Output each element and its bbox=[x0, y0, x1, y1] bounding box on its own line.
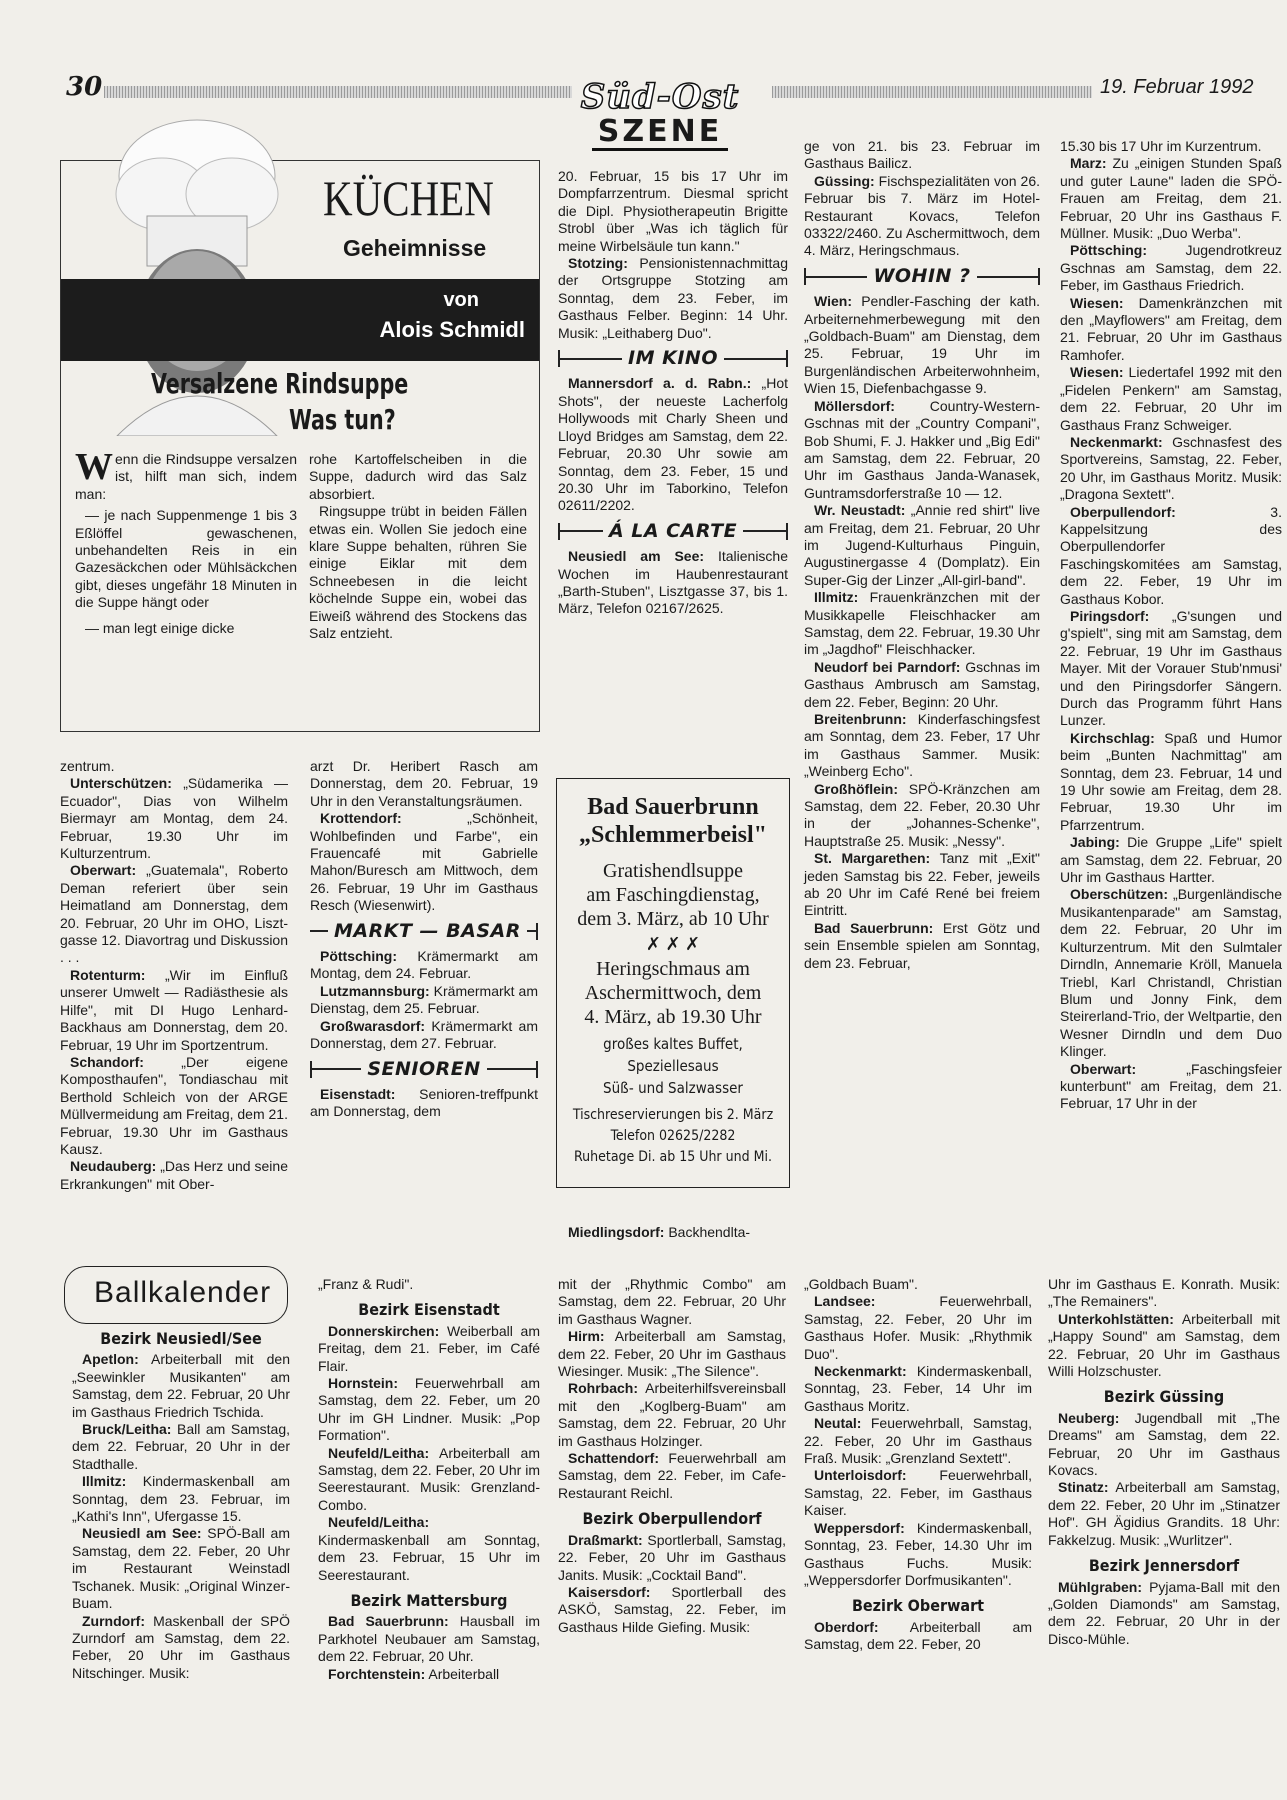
entry-text: „Goldbach Buam". bbox=[804, 1276, 918, 1292]
entry-place: Unterloisdorf: bbox=[814, 1467, 907, 1484]
entry-text: „Faschingsfeier kunterbunt" am Freitag, dem 21. Februar, 17 Uhr in der bbox=[1060, 1060, 1282, 1112]
section-label: WOHIN ? bbox=[873, 264, 971, 287]
entry-place: Weppersdorf: bbox=[814, 1519, 905, 1536]
entry-text: Pyjama-Ball mit den „Golden Diamonds" am Samstag, dem 22. Februar, 20 Uhr in der Disco-Mühle. bbox=[1048, 1578, 1280, 1647]
entry-text: Frauenkränzchen mit der Musikkapelle Fleischhacker am Samstag, dem 22. Februar, 19.30 Uhr im „Jagdhof" Fleischhacker. bbox=[804, 589, 1040, 658]
entry-place: Bad Sauerbrunn: bbox=[814, 919, 934, 936]
entry-text: Arbeiterball mit den „Seewinkler Musikanten" am Samstag, dem 22. Februar, 20 Uhr im Gasthaus Friedrich Tschida. bbox=[72, 1351, 290, 1420]
ad-schlemmerbeisl bbox=[556, 778, 790, 1188]
rule bbox=[487, 1068, 536, 1070]
ad-line: Telefon 02625/2282 bbox=[610, 1128, 736, 1144]
entry-text: Italienische Wochen im Haubenrestaurant „Barth-Stuben", Lisztgasse 37, bis 1. März, Telefon 02167/2625. bbox=[558, 548, 789, 617]
entry-text: Country-Western-Gschnas mit der „Country Compani", Bob Shumi, F. J. Hakker und „Big Edi" am Samstag, dem 22. Februar, 20 Uhr im Gasthaus Janda-Wanasek, Guntramsdorferstraße 10 — 12. bbox=[804, 397, 1040, 501]
entry-place: Schattendorf: bbox=[568, 1450, 659, 1467]
ad-line: Süß- und Salzwasser bbox=[603, 1079, 743, 1097]
author-by: von bbox=[443, 289, 479, 311]
entry bbox=[1048, 1311, 1280, 1381]
entry-text: Arbeiterball am Samstag, dem 22. Feber, 20 Uhr im „Stinatzer Hof". GH Ägidius Grandits. 18 Uhr: Fakkelzug. Musik: „Wurlitzer". bbox=[1048, 1479, 1280, 1548]
entry-text: Gschnasfest des Sportvereins, Samstag, 22. Feber, 20 Uhr, im Gasthaus Moritz. Musik: „Dragona Sextett". bbox=[1060, 433, 1282, 503]
entry-place: Illmitz: bbox=[82, 1473, 127, 1490]
entry-place: Mühlgraben: bbox=[1058, 1578, 1142, 1595]
entry-text: Sportlerball des ASKÖ, Samstag, 22. Feber, im Gasthaus Hilde Giefing. Musik: bbox=[558, 1583, 786, 1635]
entry-text: 3. Kappelsitzung des Oberpullendorfer Faschingskomitées am Samstag, dem 22. Feber, 19 Uhr im Gasthaus Kobor. bbox=[1060, 503, 1282, 607]
entry-text: „Südamerika — Ecuador", Dias von Wilhelm Biermayr am Montag, dem 24. Februar, 19.30 Uhr im Kulturzentrum. bbox=[60, 775, 288, 862]
feature-text-left bbox=[75, 446, 297, 637]
column-2 bbox=[310, 758, 538, 1121]
entry-place: Bad Sauerbrunn: bbox=[328, 1613, 449, 1630]
page-number: 30 bbox=[66, 72, 103, 102]
column-3 bbox=[558, 168, 788, 618]
entry bbox=[804, 781, 1040, 851]
entry-place: Marz: bbox=[1070, 155, 1107, 172]
entry-place: Wr. Neustadt: bbox=[814, 502, 906, 519]
entry bbox=[60, 775, 288, 862]
feature-paragraph: — man legt einige dicke bbox=[85, 619, 235, 636]
entry bbox=[558, 1224, 788, 1241]
entry-place: Neudauberg: bbox=[70, 1158, 157, 1175]
ad-stars: ✗ ✗ ✗ bbox=[645, 934, 701, 954]
header-rule-right bbox=[772, 86, 1092, 98]
entry bbox=[558, 1380, 786, 1450]
entry-text: Liedertafel 1992 mit den „Fidelen Penkern" am Samstag, dem 22. Februar, 20 Uhr im Gasthaus Franz Schweiger. bbox=[1060, 364, 1282, 433]
entry-place: Landsee: bbox=[814, 1293, 876, 1310]
entry-place: Forchtenstein: bbox=[328, 1665, 426, 1682]
entry-place: Hornstein: bbox=[328, 1375, 398, 1392]
entry-place: Miedlingsdorf: bbox=[568, 1224, 665, 1240]
entry bbox=[1060, 364, 1282, 434]
entry bbox=[804, 850, 1040, 920]
district-heading: Bezirk Jennersdorf bbox=[1088, 1556, 1240, 1576]
entry-text: Gschnas im Gasthaus Ambrusch am Samstag, dem 22. Feber, Beginn: 20 Uhr. bbox=[804, 658, 1040, 710]
entry bbox=[1060, 730, 1282, 834]
entry-place: Mannersdorf a. d. Rabn.: bbox=[568, 375, 752, 392]
entry bbox=[310, 1086, 538, 1121]
entry-place: Neudorf bei Parndorf: bbox=[814, 658, 961, 675]
entry bbox=[804, 1520, 1032, 1590]
entry-text: Zu „einigen Stunden Spaß und guter Laune" laden die SPÖ-Frauen am Freitag, dem 21. Februar, 20 Uhr ins Gasthaus F. Müllner. Musik: „Duo Werba". bbox=[1060, 155, 1282, 242]
entry-place: Neufeld/Leitha: bbox=[328, 1444, 430, 1461]
entry bbox=[804, 502, 1040, 589]
entry-text: Damenkränzchen mit den „Mayflowers" am Freitag, dem 21. Februar, 20 Uhr im Gasthaus Ramhofer. bbox=[1060, 294, 1282, 363]
entry bbox=[804, 589, 1040, 659]
ad-line: Aschermittwoch, dem bbox=[584, 982, 762, 1004]
entry-text: „Annie red shirt" live am Freitag, dem 21. Februar, 20 Uhr im Jugend-Kulturhaus Pinguin, Augustinergasse 4 (Domplatz). Ein Super-Gig der Linzer „All-girl-band". bbox=[804, 502, 1041, 588]
entry bbox=[1060, 834, 1282, 886]
entry-place: Eisenstadt: bbox=[320, 1085, 396, 1102]
section-label: Á LA CARTE bbox=[608, 519, 738, 542]
entry-place: Neckenmarkt: bbox=[1070, 433, 1163, 450]
entry-place: Krottendorf: bbox=[320, 810, 402, 827]
entry bbox=[558, 1450, 786, 1502]
entry bbox=[1048, 1276, 1280, 1311]
entry-place: Möllersdorf: bbox=[814, 397, 895, 414]
entry bbox=[72, 1613, 290, 1683]
feature-paragraph: rohe Kartoffelscheiben in die Suppe, dadurch wird das Salz absorbiert. bbox=[309, 451, 527, 502]
entry bbox=[318, 1375, 540, 1445]
headline-2: Was tun? bbox=[289, 403, 396, 436]
feature-title-geheimnisse: Geheimnisse bbox=[343, 235, 487, 261]
ballkalender-title: Ballkalender bbox=[88, 1276, 277, 1310]
entry-text: Tanz mit „Exit" jeden Samstag bis 22. Feber, jeweils ab 20 Uhr im Café René bei freiem Eintritt. bbox=[804, 850, 1041, 919]
entry bbox=[1048, 1579, 1280, 1649]
entry-place: Stotzing: bbox=[568, 255, 628, 272]
entry-place: Schandorf: bbox=[70, 1053, 144, 1070]
entry bbox=[72, 1421, 290, 1473]
entry bbox=[558, 548, 788, 618]
feature-paragraph: enn die Rindsuppe versalzen ist, hilft man sich, indem man: bbox=[75, 451, 297, 502]
entry-place: Neckenmarkt: bbox=[814, 1363, 907, 1380]
entry-text: „Schönheit, Wohlbefinden und Farbe", ein Frauencafé mit Gabrielle Mahon/Buresch am Mittwoch, dem 26. Februar, 19 Uhr im Gasthaus Resch (Wiesenwirt). bbox=[310, 810, 538, 914]
district-heading: Bezirk Eisenstadt bbox=[358, 1300, 500, 1320]
entry-text: „Hot Shots", der neueste Lacherfolg Hollywoods mit Charly Sheen und Lloyd Bridges am Samstag, dem 22. Februar, 20.30 Uhr sowie am Sonntag, dem 23. Feber, 15 und 20.30 Uhr im Taborkino, Telefon 02611/2202. bbox=[558, 375, 789, 514]
entry-text: Fischspezialitäten von 26. Februar bis 7. März im Hotel-Restaurant Kovacs, Telefon 03322/2460. Zu Aschermittwoch, dem 4. März, Heringschmaus. bbox=[804, 172, 1040, 259]
entry bbox=[318, 1323, 540, 1375]
entry-text: SPÖ-Kränzchen am Samstag, dem 22. Feber, 20.30 Uhr in der „Johannes-Schenke", Hauptstraße 25. Musik: „Nessy". bbox=[804, 780, 1040, 849]
entry-place: Jabing: bbox=[1070, 834, 1120, 851]
entry-text: Arbeiterball bbox=[425, 1665, 500, 1682]
entry-place: Oberwart: bbox=[70, 862, 137, 879]
entry-place: Neuberg: bbox=[1058, 1409, 1120, 1426]
entry-text: Arbeiterball am Samstag, dem 22. Feber, 20 Uhr im Gasthaus Wiesinger. Musik: „The Silence". bbox=[558, 1328, 786, 1380]
entry-text: Pendler-Fasching der kath. Arbeiternehmerbewegung mit den „Goldbach-Buam" am Dienstag, dem 25. Februar, 19 Uhr im Burgenländischen Arbeiterwohnheim, Wien 15, Diefenbachgasse 9. bbox=[804, 293, 1040, 397]
section-label: MARKT — BASAR bbox=[334, 919, 521, 942]
entry-place: Neusiedl am See: bbox=[568, 548, 705, 565]
entry bbox=[310, 758, 538, 810]
entry bbox=[310, 810, 538, 914]
rule bbox=[724, 358, 786, 360]
entry-place: Lutzmannsburg: bbox=[320, 982, 430, 999]
entry bbox=[804, 398, 1040, 502]
entry-text: Arbeiterball mit „Happy Sound" am Samstag, dem 22. Februar, 20 Uhr im Gasthaus Willi Holzschuster. bbox=[1048, 1310, 1280, 1380]
ad-line: Gratishendlsuppe bbox=[603, 860, 743, 882]
entry bbox=[1060, 295, 1282, 365]
entry bbox=[60, 1158, 288, 1193]
ball-column-1 bbox=[72, 1330, 290, 1682]
entry bbox=[318, 1666, 540, 1683]
entry-place: Kaisersdorf: bbox=[568, 1583, 651, 1600]
entry-text: Krämermarkt am Donnerstag, dem 27. Februar. bbox=[310, 1017, 538, 1052]
entry bbox=[72, 1525, 290, 1612]
entry-text: Hausball im Parkhotel Neubauer am Samstag, dem 22. Februar, 20 Uhr. bbox=[318, 1613, 540, 1665]
entry-place: Zurndorf: bbox=[82, 1612, 145, 1629]
entry bbox=[804, 1363, 1032, 1415]
section-head-markt bbox=[310, 919, 538, 942]
entry-place: Piringsdorf: bbox=[1070, 607, 1150, 624]
feature-box bbox=[60, 160, 540, 732]
entry bbox=[558, 1532, 786, 1584]
entry-place: Neutal: bbox=[814, 1415, 862, 1432]
ad-title-1: Bad Sauerbrunn bbox=[587, 794, 759, 820]
entry-place: Oberschützen: bbox=[1070, 886, 1169, 903]
entry bbox=[1060, 1061, 1282, 1113]
section-head-kino bbox=[558, 347, 788, 370]
entry-place: Wiesen: bbox=[1070, 294, 1124, 311]
entry-text: Arbeiterhilfsvereinsball mit den „Koglberg-Buam" am Samstag, dem 22. Februar, 20 Uhr im Gasthaus Holzinger. bbox=[558, 1380, 786, 1449]
entry-text: Feuerwehrball, Samstag, 22. Feber, im Gasthaus Kaiser. bbox=[804, 1467, 1032, 1519]
entry-place: Großhöflein: bbox=[814, 780, 898, 797]
entry-place: Breitenbrunn: bbox=[814, 711, 907, 727]
entry-text: Kindermaskenball, Sonntag, 23. Feber, 14 Uhr im Gasthaus Moritz. bbox=[804, 1363, 1032, 1414]
entry-text: SPÖ-Ball am Samstag, dem 22. Feber, 20 Uhr im Restaurant Weinstadl Tschanek. Musik: „Original Winzer-Buam. bbox=[72, 1525, 290, 1612]
entry-place: Bruck/Leitha: bbox=[82, 1421, 172, 1438]
entry-place: Pöttsching: bbox=[1070, 242, 1147, 259]
entry-text: arzt Dr. Heribert Rasch am Donnerstag, dem 20. Februar, 19 Uhr in den Veranstaltungsräumen. bbox=[310, 758, 538, 809]
entry-text: zentrum. bbox=[60, 758, 115, 774]
entry bbox=[804, 1619, 1032, 1654]
district-heading: Bezirk Oberpullendorf bbox=[582, 1509, 762, 1529]
ad-line: 4. März, ab 19.30 Uhr bbox=[584, 1006, 762, 1028]
issue-date: 19. Februar 1992 bbox=[1100, 76, 1254, 98]
rule bbox=[806, 276, 867, 278]
entry-text: Kindermaskenball am Sonntag, dem 23. Februar, 15 Uhr im Seerestaurant. bbox=[318, 1531, 540, 1583]
logo-script: Süd-Ost bbox=[580, 77, 740, 117]
rule bbox=[312, 1068, 361, 1070]
entry-text: 20. Februar, 15 bis 17 Uhr im Dompfarrzentrum. Diesmal spricht die Dipl. Physiotherapeutin Brigitte Strobl über „Was ich täglich für meine Wirbelsäule tun kann." bbox=[558, 168, 788, 254]
entry-place: Wiesen: bbox=[1070, 364, 1124, 381]
ad-line: Heringschmaus am bbox=[596, 958, 750, 980]
entry bbox=[60, 862, 288, 966]
entry-text: Erst Götz und sein Ensemble spielen am Sonntag, dem 23. Februar, bbox=[804, 919, 1040, 971]
entry bbox=[804, 173, 1040, 260]
entry bbox=[60, 967, 288, 1054]
entry-text: „G'sungen und g'spielt", sing mit am Samstag, dem 22. Februar, 19 Uhr im Gasthaus Mayer. Mit der Vorauer Stub'nmusi' und den Piringsdorfer Sängern. Durch das Programm führt Hans Lunzer. bbox=[1060, 607, 1282, 729]
entry bbox=[318, 1514, 540, 1584]
entry bbox=[1060, 138, 1282, 155]
feature-title-kuechen: KÜCHEN bbox=[323, 170, 494, 226]
rule bbox=[743, 530, 786, 532]
entry-text: Pensionistennachmittag der Ortsgruppe Stotzing am Sonntag, dem 23. Feber, im Gasthaus Felber. Beginn: 14 Uhr. Musik: „Leithaberg Duo". bbox=[558, 255, 788, 341]
entry-text: 15.30 bis 17 Uhr im Kurzentrum. bbox=[1060, 138, 1262, 154]
entry-text: Jugendrotkreuz Gschnas am Samstag, dem 22. Feber, im Gasthaus Friedrich. bbox=[1060, 242, 1282, 294]
column-1 bbox=[60, 758, 288, 1193]
entry-text: Uhr im Gasthaus E. Konrath. Musik: „The Remainers". bbox=[1048, 1276, 1280, 1310]
entry bbox=[804, 138, 1040, 173]
district-heading: Bezirk Oberwart bbox=[851, 1596, 985, 1616]
entry-text: „Wir im Einfluß unserer Umwelt — Radiästhesie als Hilfe", mit DI Hugo Lenhard-Backhaus am Donnerstag, dem 20. Februar, 19 Uhr im Sportzentrum. bbox=[60, 966, 288, 1053]
entry bbox=[558, 1328, 786, 1380]
rule bbox=[527, 930, 536, 932]
dropcap: W bbox=[75, 446, 113, 488]
entry-text: Feuerwehrball am Samstag, dem 22. Feber, im Cafe-Restaurant Reichl. bbox=[558, 1450, 786, 1501]
entry-place: Neusiedl am See: bbox=[82, 1525, 202, 1542]
entry bbox=[804, 711, 1040, 781]
entry-text: Arbeiterball am Samstag, dem 22. Feber, 20 bbox=[804, 1618, 1032, 1653]
entry-text: Maskenball der SPÖ Zurndorf am Samstag, dem 22. Feber, 20 Uhr im Gasthaus Nitschinger. Musik: bbox=[72, 1612, 290, 1681]
entry-text: Backhendlta- bbox=[664, 1224, 751, 1240]
ball-entry: „Franz & Rudi". bbox=[318, 1276, 414, 1292]
entry-place: Güssing: bbox=[814, 172, 875, 189]
entry bbox=[558, 375, 788, 514]
entry bbox=[318, 1613, 540, 1665]
column-3-bottom bbox=[558, 1224, 788, 1241]
entry bbox=[1060, 434, 1282, 504]
rule bbox=[310, 930, 328, 932]
district-heading: Bezirk Mattersburg bbox=[350, 1590, 508, 1610]
entry-text: Sportlerball, Samstag, 22. Feber, 20 Uhr im Gasthaus Janits. Musik: „Cocktail Band". bbox=[558, 1531, 786, 1583]
entry-place: Illmitz: bbox=[814, 589, 859, 606]
entry-place: Oberdorf: bbox=[814, 1618, 879, 1635]
entry-text: Arbeiterball am Samstag, dem 22. Feber, 20 Uhr im Seerestaurant. Musik: Grenzland-Combo. bbox=[318, 1444, 540, 1513]
entry-text: Ball am Samstag, dem 22. Februar, 20 Uhr in der Stadthalle. bbox=[72, 1421, 290, 1472]
entry-text: Weiberball am Freitag, dem 21. Feber, im Café Flair. bbox=[318, 1322, 540, 1374]
entry bbox=[72, 1473, 290, 1525]
entry-text: Senioren-treffpunkt am Donnerstag, dem bbox=[310, 1085, 538, 1120]
entry bbox=[558, 168, 788, 255]
entry bbox=[1060, 886, 1282, 1060]
section-label: IM KINO bbox=[628, 347, 718, 370]
section-label: SENIOREN bbox=[367, 1057, 481, 1080]
ball-column-4 bbox=[804, 1276, 1032, 1654]
rule bbox=[977, 276, 1038, 278]
entry bbox=[60, 1054, 288, 1158]
ad-line: Ruhetage Di. ab 15 Uhr und Mi. bbox=[574, 1149, 772, 1165]
entry bbox=[804, 920, 1040, 972]
entry bbox=[804, 293, 1040, 397]
entry-place: Unterschützen: bbox=[70, 775, 172, 792]
entry bbox=[804, 1293, 1032, 1363]
entry-place: Stinatz: bbox=[1058, 1479, 1109, 1496]
entry-place: Hirm: bbox=[568, 1328, 605, 1345]
entry bbox=[804, 659, 1040, 711]
entry-text: Feuerwehrball, Samstag, 22. Feber, 20 Uhr im Gasthaus Hofer. Musik: „Rhythmik Duo". bbox=[804, 1293, 1032, 1362]
entry-place: Pöttsching: bbox=[320, 948, 397, 965]
entry-place: Draßmarkt: bbox=[568, 1531, 643, 1548]
author-band bbox=[61, 279, 539, 361]
entry-text: Die Gruppe „Life" spielt am Samstag, dem 22. Februar, 20 Uhr im Gasthaus Hartter. bbox=[1060, 834, 1282, 886]
entry-place: Kirchschlag: bbox=[1070, 729, 1155, 746]
ad-line: dem 3. März, ab 10 Uhr bbox=[577, 908, 769, 930]
logo-szene: SZENE bbox=[592, 116, 728, 151]
entry-text: Spaß und Humor beim „Bunten Nachmittag" am Sonntag, dem 23. Februar, 14 und 19 Uhr sowie am Freitag, dem 28. Februar, 19.30 Uhr im Pfarrzentrum. bbox=[1060, 729, 1282, 833]
entry-place: Apetlon: bbox=[82, 1351, 139, 1368]
ad-line: am Faschingdienstag, bbox=[586, 884, 760, 906]
entry-text: „Guatemala", Roberto Deman referiert über sein Heimatland am Donnerstag, dem 20. Februar, 20 Uhr im OHO, Lisztgasse 12. Diavortrag und Diskussion . . . bbox=[60, 862, 289, 966]
entry-text: „Das Herz und seine Erkrankungen" mit Ober- bbox=[60, 1158, 288, 1192]
entry-place: Großwarasdorf: bbox=[320, 1017, 426, 1034]
column-5 bbox=[1060, 138, 1282, 1113]
entry-text: mit der „Rhythmic Combo" am Samstag, dem 22. Februar, 20 Uhr im Gasthaus Wagner. bbox=[558, 1276, 786, 1327]
entry bbox=[1060, 242, 1282, 294]
headline-1: Versalzene Rindsuppe bbox=[151, 367, 409, 400]
entry bbox=[310, 948, 538, 983]
entry-place: Unterkohlstätten: bbox=[1058, 1310, 1174, 1327]
feature-paragraph: Ringsuppe trübt in beiden Fällen etwas ein. Wollen Sie jedoch eine klare Suppe behalten, rühren Sie einige Eiklar mit dem Schneebesen in die leicht köchelnde Suppe ein, wobei das Eiweiß während des Stockens das Salz entzieht. bbox=[309, 503, 527, 642]
entry bbox=[804, 1276, 1032, 1293]
entry bbox=[804, 1415, 1032, 1467]
entry bbox=[558, 1276, 786, 1328]
entry bbox=[310, 1018, 538, 1053]
entry-place: Neufeld/Leitha: bbox=[328, 1514, 430, 1531]
entry-text: Feuerwehrball am Samstag, dem 22. Feber, um 20 Uhr im GH Lindner. Musik: „Pop Formation". bbox=[318, 1375, 540, 1444]
entry bbox=[1048, 1479, 1280, 1549]
entry-text: Jugendball mit „The Dreams" am Samstag, dem 22. Februar, 20 Uhr im Gasthaus Kovacs. bbox=[1048, 1409, 1280, 1479]
section-head-wohin bbox=[804, 264, 1040, 287]
ad-line: großes kaltes Buffet, bbox=[603, 1035, 743, 1053]
entry-place: St. Margarethen: bbox=[814, 850, 931, 867]
entry bbox=[1060, 608, 1282, 730]
entry-text: ge von 21. bis 23. Februar im Gasthaus Bailicz. bbox=[804, 138, 1040, 172]
entry bbox=[72, 1351, 290, 1421]
entry-place: Wien: bbox=[814, 293, 852, 310]
entry-text: Kindermaskenball am Sonntag, dem 23. Februar, im „Kathi's Inn", Ufergasse 15. bbox=[72, 1473, 290, 1525]
column-4 bbox=[804, 138, 1040, 972]
ball-column-5 bbox=[1048, 1276, 1280, 1648]
entry bbox=[310, 983, 538, 1018]
entry-place: Rotenturm: bbox=[70, 966, 146, 983]
entry-text: „Der eigene Komposthaufen", Tondiaschau mit Berthold Schleich von der ARGE Müllvermeidung am Freitag, dem 21. Februar, 19.30 Uhr im Gasthaus Kausz. bbox=[60, 1053, 288, 1157]
rule bbox=[560, 358, 622, 360]
section-head-carte bbox=[558, 519, 788, 542]
section-logo bbox=[560, 78, 760, 156]
ad-title-2: „Schlemmerbeisl" bbox=[579, 822, 767, 848]
entry-place: Oberwart: bbox=[1070, 1060, 1137, 1077]
feature-paragraph: — je nach Suppenmenge 1 bis 3 Eßlöffel gewaschenen, unbehandelten Reis in ein Gazesäckchen oder Mühlsäckchen gibt, dieses ungefähr 18 Minuten in die Suppe hängt oder bbox=[75, 507, 297, 611]
entry bbox=[60, 758, 288, 775]
section-head-senioren bbox=[310, 1057, 538, 1080]
entry bbox=[1060, 504, 1282, 608]
entry-place: Oberpullendorf: bbox=[1070, 503, 1176, 520]
feature-text-right bbox=[309, 451, 527, 642]
entry bbox=[558, 255, 788, 342]
ball-column-3 bbox=[558, 1276, 786, 1636]
entry-text: Feuerwehrball, Samstag, 22. Feber, 20 Uhr im Gasthaus Fraß. Musik: „Grenzland Sextett". bbox=[804, 1415, 1032, 1467]
rule bbox=[560, 530, 603, 532]
entry-text: Kindermaskenball, Sonntag, 23. Feber, 14.30 Uhr im Gasthaus Fuchs. Musik: „Weppersdorfer Dorfmusikanten". bbox=[804, 1519, 1032, 1588]
entry-place: Donnerskirchen: bbox=[328, 1322, 440, 1339]
entry-text: Krämermarkt am Dienstag, dem 25. Februar. bbox=[310, 982, 538, 1017]
header-rule-left bbox=[104, 86, 572, 98]
entry-text: Krämermarkt am Montag, dem 24. Februar. bbox=[310, 948, 538, 982]
district-heading: Bezirk Neusiedl/See bbox=[100, 1329, 262, 1348]
author-name: Alois Schmidl bbox=[379, 317, 525, 342]
entry-text: „Burgenländische Musikantenparade" am Samstag, dem 22. Februar, 20 Uhr im Kulturzentrum. Mit den Sulmtaler Dirndln, Annemarie Kröll, Manuela Triebl, Karl Christandl, Christian Blum und Jonny Fink, dem Steirerland-Trio, der Weltpartie, den Wesner Dirndln und dem Duo Klinger. bbox=[1060, 886, 1282, 1060]
ad-line: Speziellesaus bbox=[627, 1057, 719, 1075]
entry bbox=[558, 1584, 786, 1636]
district-heading: Bezirk Güssing bbox=[1103, 1387, 1225, 1407]
entry-place: Rohrbach: bbox=[568, 1380, 638, 1397]
entry bbox=[318, 1445, 540, 1515]
entry-text: Kinderfaschingsfest am Sonntag, dem 23. Feber, 17 Uhr im Gasthaus Sammer. Musik: „Weinberg Echo". bbox=[804, 711, 1040, 780]
entry bbox=[1060, 155, 1282, 242]
ad-line: Tischreservierungen bis 2. März bbox=[572, 1107, 774, 1123]
entry bbox=[804, 1467, 1032, 1519]
ball-column-2 bbox=[318, 1276, 540, 1683]
entry bbox=[1048, 1410, 1280, 1480]
